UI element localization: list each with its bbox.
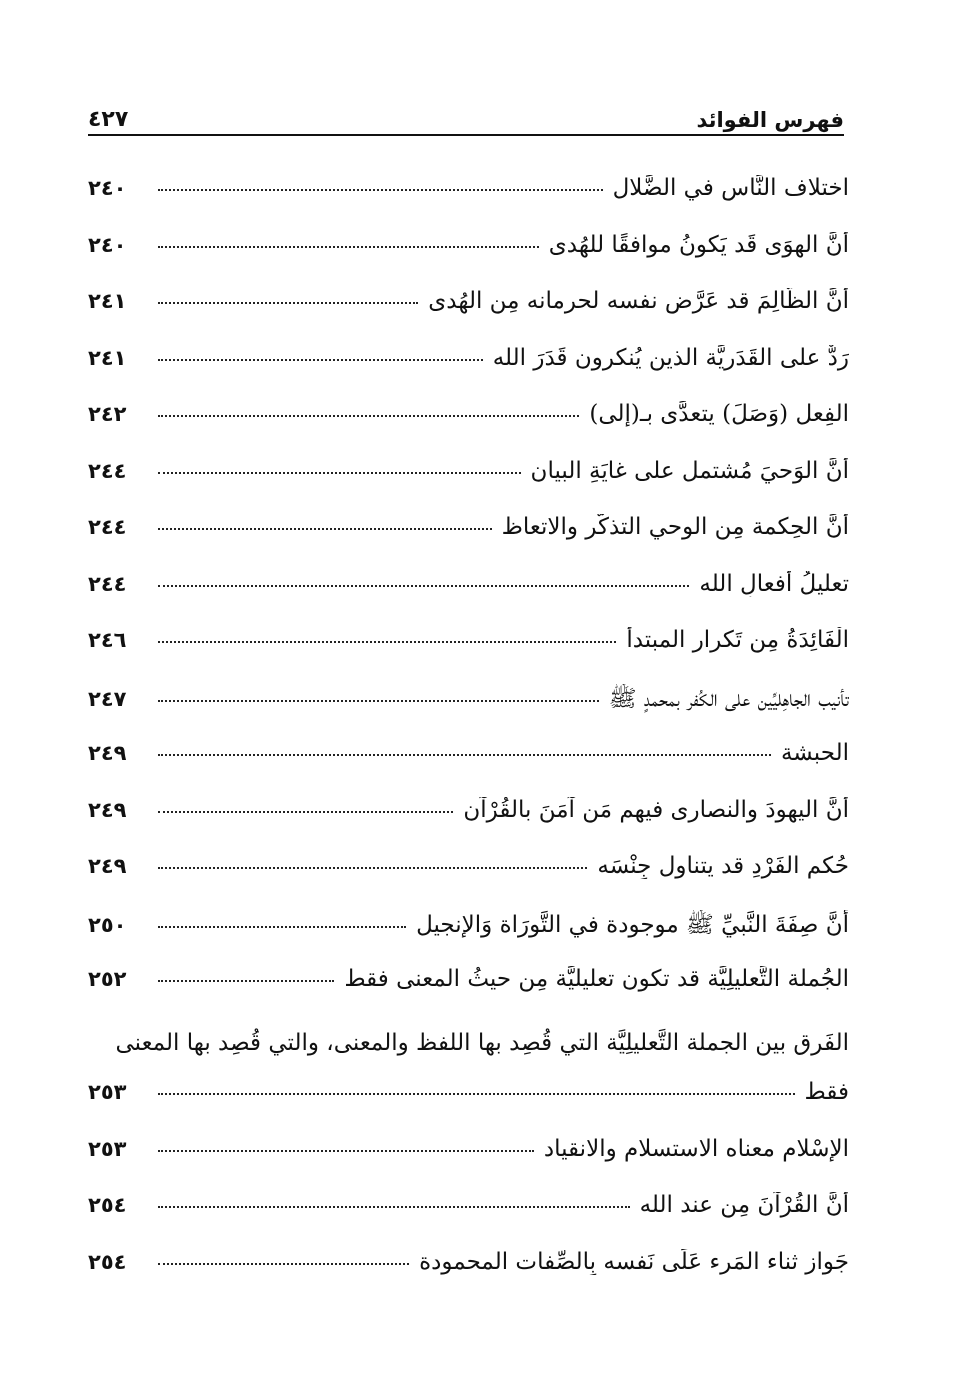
index-entry xyxy=(88,571,849,628)
entry-text: تعليلُ أفعالِ الله xyxy=(699,570,849,597)
dot-leader xyxy=(158,867,587,869)
entry-page-number: ٢٤٠ xyxy=(88,232,127,257)
entry-page-number: ٢٤٧ xyxy=(88,686,127,711)
entry-page-number: ٢٤٠ xyxy=(88,176,127,200)
index-entry xyxy=(88,458,849,515)
entry-text: أنَّ صِفَةَ النَّبيِّ ﷺ موجودة في التَّورَاة وَالإنجيل xyxy=(416,911,849,938)
dot-leader xyxy=(158,528,492,530)
entry-text: الإِسْلام معناه الاستسلام والانقياد xyxy=(543,1135,849,1162)
dot-leader xyxy=(158,1093,795,1095)
index-entry xyxy=(88,1136,849,1193)
dot-leader xyxy=(158,302,418,304)
entry-page-number: ٢٤٩ xyxy=(88,741,127,765)
entry-text: فقط xyxy=(804,1079,849,1105)
entry-text-first-line: الفَرق بين الجملة التَّعليلِيَّة التي قُصِد بها اللفظ والمعنى، والتي قُصِد بها المعنى xyxy=(115,1029,849,1056)
index-entry xyxy=(88,684,849,741)
entry-page-number: ٢٥٠ xyxy=(88,912,127,937)
entry-text: أنَّ الهوَى قَد يَكونُ موافقًا للهُدى xyxy=(548,231,849,258)
entry-text: تأنيب الجاهِليِّين على الكُفر بمحمدٍ ﷺ xyxy=(608,685,849,712)
entry-page-number: ٢٤٩ xyxy=(88,797,127,822)
entry-page-number: ٢٤٩ xyxy=(88,854,127,878)
page-number: ٤٢٧ xyxy=(88,107,129,132)
entry-text: رَدٌّ على القَدَرِيَّة الذين يُنكرون قَدَرَ الله xyxy=(492,344,849,371)
entry-text: الفِعل (وَصَلَ) يتعدَّى بـ(إلى) xyxy=(589,401,849,427)
index-entry xyxy=(88,797,849,854)
entry-text: حُكم الفَرْدِ قد يتناول جِنْسَه xyxy=(597,853,849,879)
dot-leader xyxy=(158,1150,534,1152)
entry-text: الجُملة التَّعليلِيَّة قد تكون تعليليَّة مِن حيثُ المعنى فقط xyxy=(344,966,849,992)
entry-page-number: ٢٤١ xyxy=(88,289,127,313)
entry-page-number: ٢٥٣ xyxy=(88,1136,127,1161)
entry-page-number: ٢٥٤ xyxy=(88,1193,127,1217)
entry-page-number: ٢٤٤ xyxy=(88,515,127,539)
index-entry xyxy=(88,853,849,910)
index-entry xyxy=(88,1023,849,1136)
dot-leader xyxy=(158,189,603,191)
dot-leader xyxy=(158,811,453,813)
header-rule xyxy=(88,134,844,136)
index-entry xyxy=(88,401,849,458)
entry-text: الْفَائِدَةُ مِن تَكرار المبتدأ xyxy=(626,627,849,653)
dot-leader xyxy=(158,415,579,417)
index-list xyxy=(88,175,849,1305)
entry-text: جَواز ثناء المَرء عَلَى نَفسه بِالصِّفات المحمودة xyxy=(419,1248,849,1275)
index-entry xyxy=(88,345,849,402)
entry-text: أنَّ الحِكمة مِن الوحي التذكُّر والاتعاظ xyxy=(501,514,849,540)
entry-text: أنَّ الظَّالِمَ قد عَرَّض نفسه لحرمانه مِن الهُدى xyxy=(428,288,849,314)
entry-text: أنَّ اليهودَ والنصارى فيهم مَن آمَنَ بالقُرْآن xyxy=(463,796,849,823)
dot-leader xyxy=(158,641,616,643)
dot-leader xyxy=(158,246,539,248)
dot-leader xyxy=(158,980,334,982)
entry-page-number: ٢٤٢ xyxy=(88,402,127,426)
dot-leader xyxy=(158,700,599,702)
entry-text: اختلاف النَّاس في الضَّلال xyxy=(612,175,849,201)
dot-leader xyxy=(158,926,406,928)
index-entry xyxy=(88,966,849,1023)
dot-leader xyxy=(158,359,483,361)
index-entry xyxy=(88,627,849,684)
index-entry xyxy=(88,514,849,571)
index-entry xyxy=(88,1192,849,1249)
entry-text: الحبشة xyxy=(780,740,849,766)
dot-leader xyxy=(158,1206,630,1208)
entry-page-number: ٢٥٣ xyxy=(88,1080,127,1104)
entry-page-number: ٢٤١ xyxy=(88,345,127,370)
index-entry xyxy=(88,232,849,289)
index-entry xyxy=(88,910,849,967)
entry-text: أنَّ الوَحيَ مُشتمل على غايَةِ البيان xyxy=(530,457,849,484)
entry-page-number: ٢٥٢ xyxy=(88,967,127,991)
dot-leader xyxy=(158,754,771,756)
index-entry xyxy=(88,288,849,345)
entry-page-number: ٢٤٦ xyxy=(88,628,127,652)
index-entry xyxy=(88,1249,849,1306)
entry-second-line xyxy=(88,1079,849,1136)
entry-page-number: ٢٤٤ xyxy=(88,571,127,596)
dot-leader xyxy=(158,585,689,587)
dot-leader xyxy=(158,472,521,474)
dot-leader xyxy=(158,1263,409,1265)
page-header xyxy=(88,96,844,132)
index-entry xyxy=(88,175,849,232)
entry-text: أَنَّ القُرْآنَ مِن عند الله xyxy=(639,1192,849,1218)
entry-page-number: ٢٤٤ xyxy=(88,458,127,483)
index-entry xyxy=(88,740,849,797)
entry-page-number: ٢٥٤ xyxy=(88,1249,127,1274)
running-title: فهرس الفوائد xyxy=(696,108,844,132)
